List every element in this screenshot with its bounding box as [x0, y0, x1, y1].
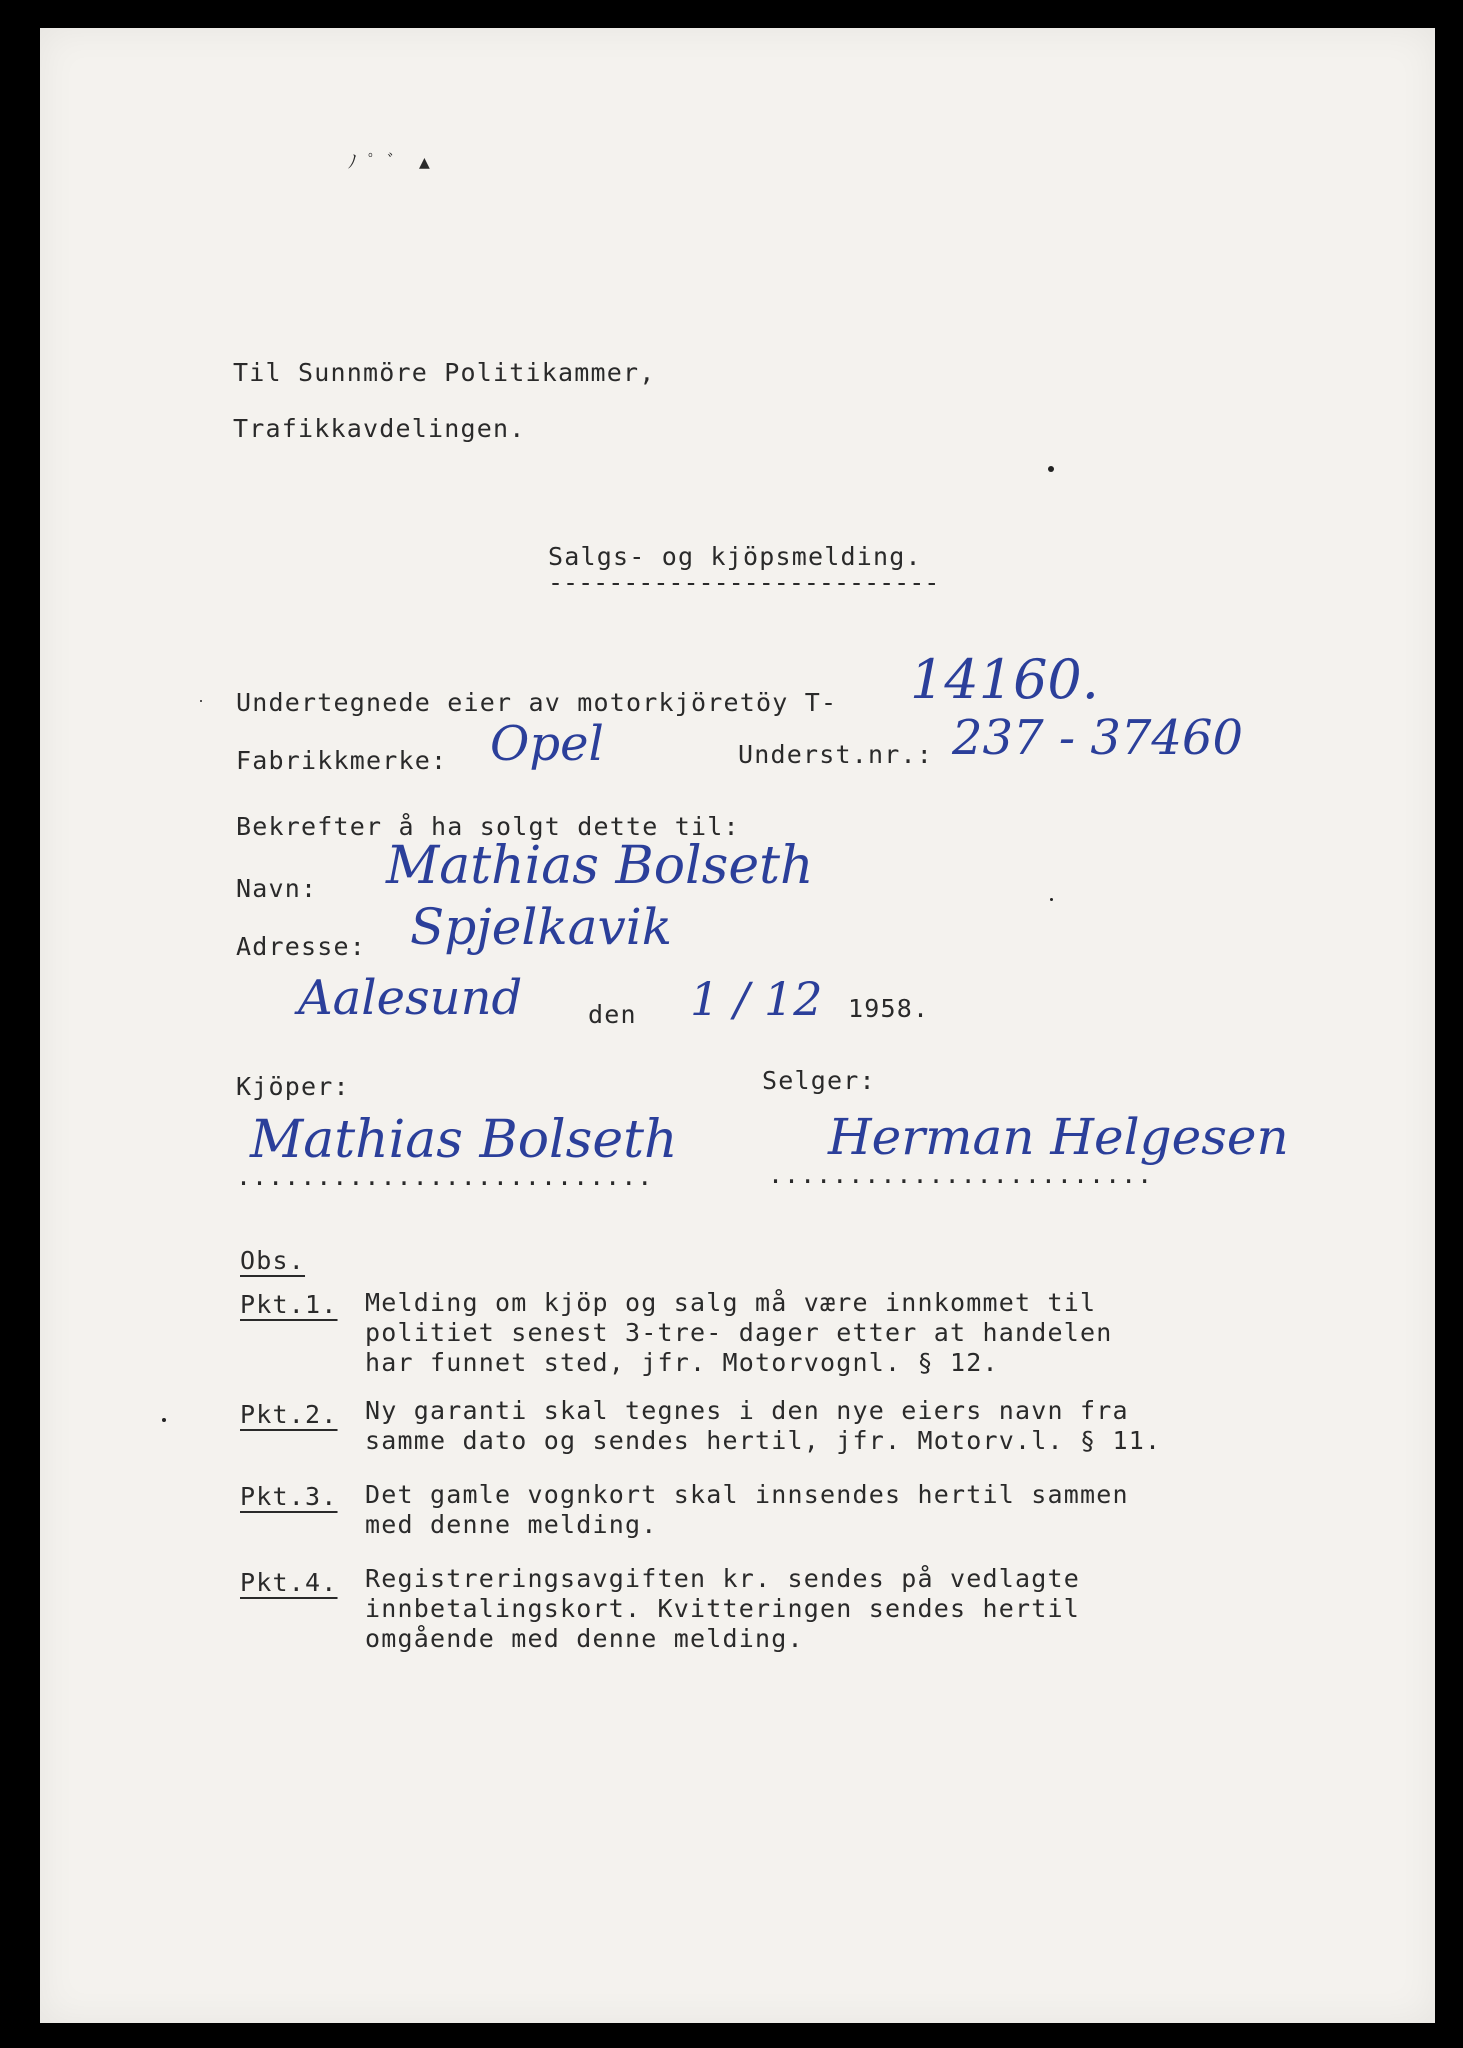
obs-item-line: med denne melding. — [365, 1510, 658, 1539]
ink-speck — [162, 1418, 166, 1422]
vehicle-number: 14160. — [910, 648, 1099, 711]
buyer-signature: Mathias Bolseth — [250, 1110, 678, 1170]
obs-item-label: Pkt.2. — [240, 1400, 338, 1429]
obs-item-line: omgående med denne melding. — [365, 1624, 804, 1653]
recipient-line-2: Trafikkavdelingen. — [233, 414, 526, 443]
year: 1958. — [848, 994, 930, 1023]
seller-label: Selger: — [762, 1066, 876, 1095]
make-label: Fabrikkmerke: — [236, 746, 448, 775]
date-value: 1 / 12 — [690, 972, 823, 1026]
make-value: Opel — [490, 716, 604, 772]
seller-signature-line: ........................ — [768, 1160, 1154, 1189]
obs-heading: Obs. — [240, 1246, 306, 1275]
obs-item-line: Det gamle vognkort skal innsendes hertil sammen — [365, 1480, 1129, 1509]
obs-item-line: har funnet sted, jfr. Motorvognl. § 12. — [365, 1348, 999, 1377]
buyer-label: Kjöper: — [236, 1072, 350, 1101]
confirm-text: Bekrefter å ha solgt dette til: — [236, 812, 740, 841]
ink-speck — [1050, 898, 1053, 901]
address-label: Adresse: — [236, 932, 367, 961]
obs-item-line: Registreringsavgiften kr. sendes på vedlagte — [365, 1564, 1081, 1593]
document-page — [40, 28, 1435, 2023]
place-value: Aalesund — [298, 970, 523, 1026]
document-title: Salgs- og kjöpsmelding. — [548, 542, 922, 571]
buyer-signature-line: .......................... — [236, 1162, 654, 1191]
chassis-label: Underst.nr.: — [738, 740, 934, 769]
obs-item-label: Pkt.3. — [240, 1482, 338, 1511]
vehicle-label: Undertegnede eier av motorkjöretöy T- — [236, 688, 838, 717]
obs-item-line: politiet senest 3-tre- dager etter at handelen — [365, 1318, 1113, 1347]
ink-speck — [1048, 466, 1054, 472]
chassis-value: 237 - 37460 — [952, 710, 1244, 766]
obs-item-line: samme dato og sendes hertil, jfr. Motorv.l. § 11. — [365, 1426, 1162, 1455]
seller-signature: Herman Helgesen — [828, 1108, 1289, 1166]
title-underline: -------------------------- — [548, 568, 940, 597]
obs-item-line: innbetalingskort. Kvitteringen sendes hertil — [365, 1594, 1081, 1623]
date-prefix: den — [588, 1000, 637, 1029]
obs-item-line: Ny garanti skal tegnes i den nye eiers navn fra — [365, 1396, 1129, 1425]
obs-item-label: Pkt.1. — [240, 1290, 338, 1319]
header-marks: ﾉ ﾟ ﾞ ▲ — [348, 152, 436, 173]
obs-item-line: Melding om kjöp og salg må være innkommet til — [365, 1288, 1097, 1317]
buyer-name-value: Mathias Bolseth — [386, 836, 814, 896]
obs-item-label: Pkt.4. — [240, 1568, 338, 1597]
address-value: Spjelkavik — [410, 898, 672, 956]
recipient-line-1: Til Sunnmöre Politikammer, — [233, 358, 656, 387]
name-label: Navn: — [236, 874, 318, 903]
ink-speck — [200, 700, 202, 702]
